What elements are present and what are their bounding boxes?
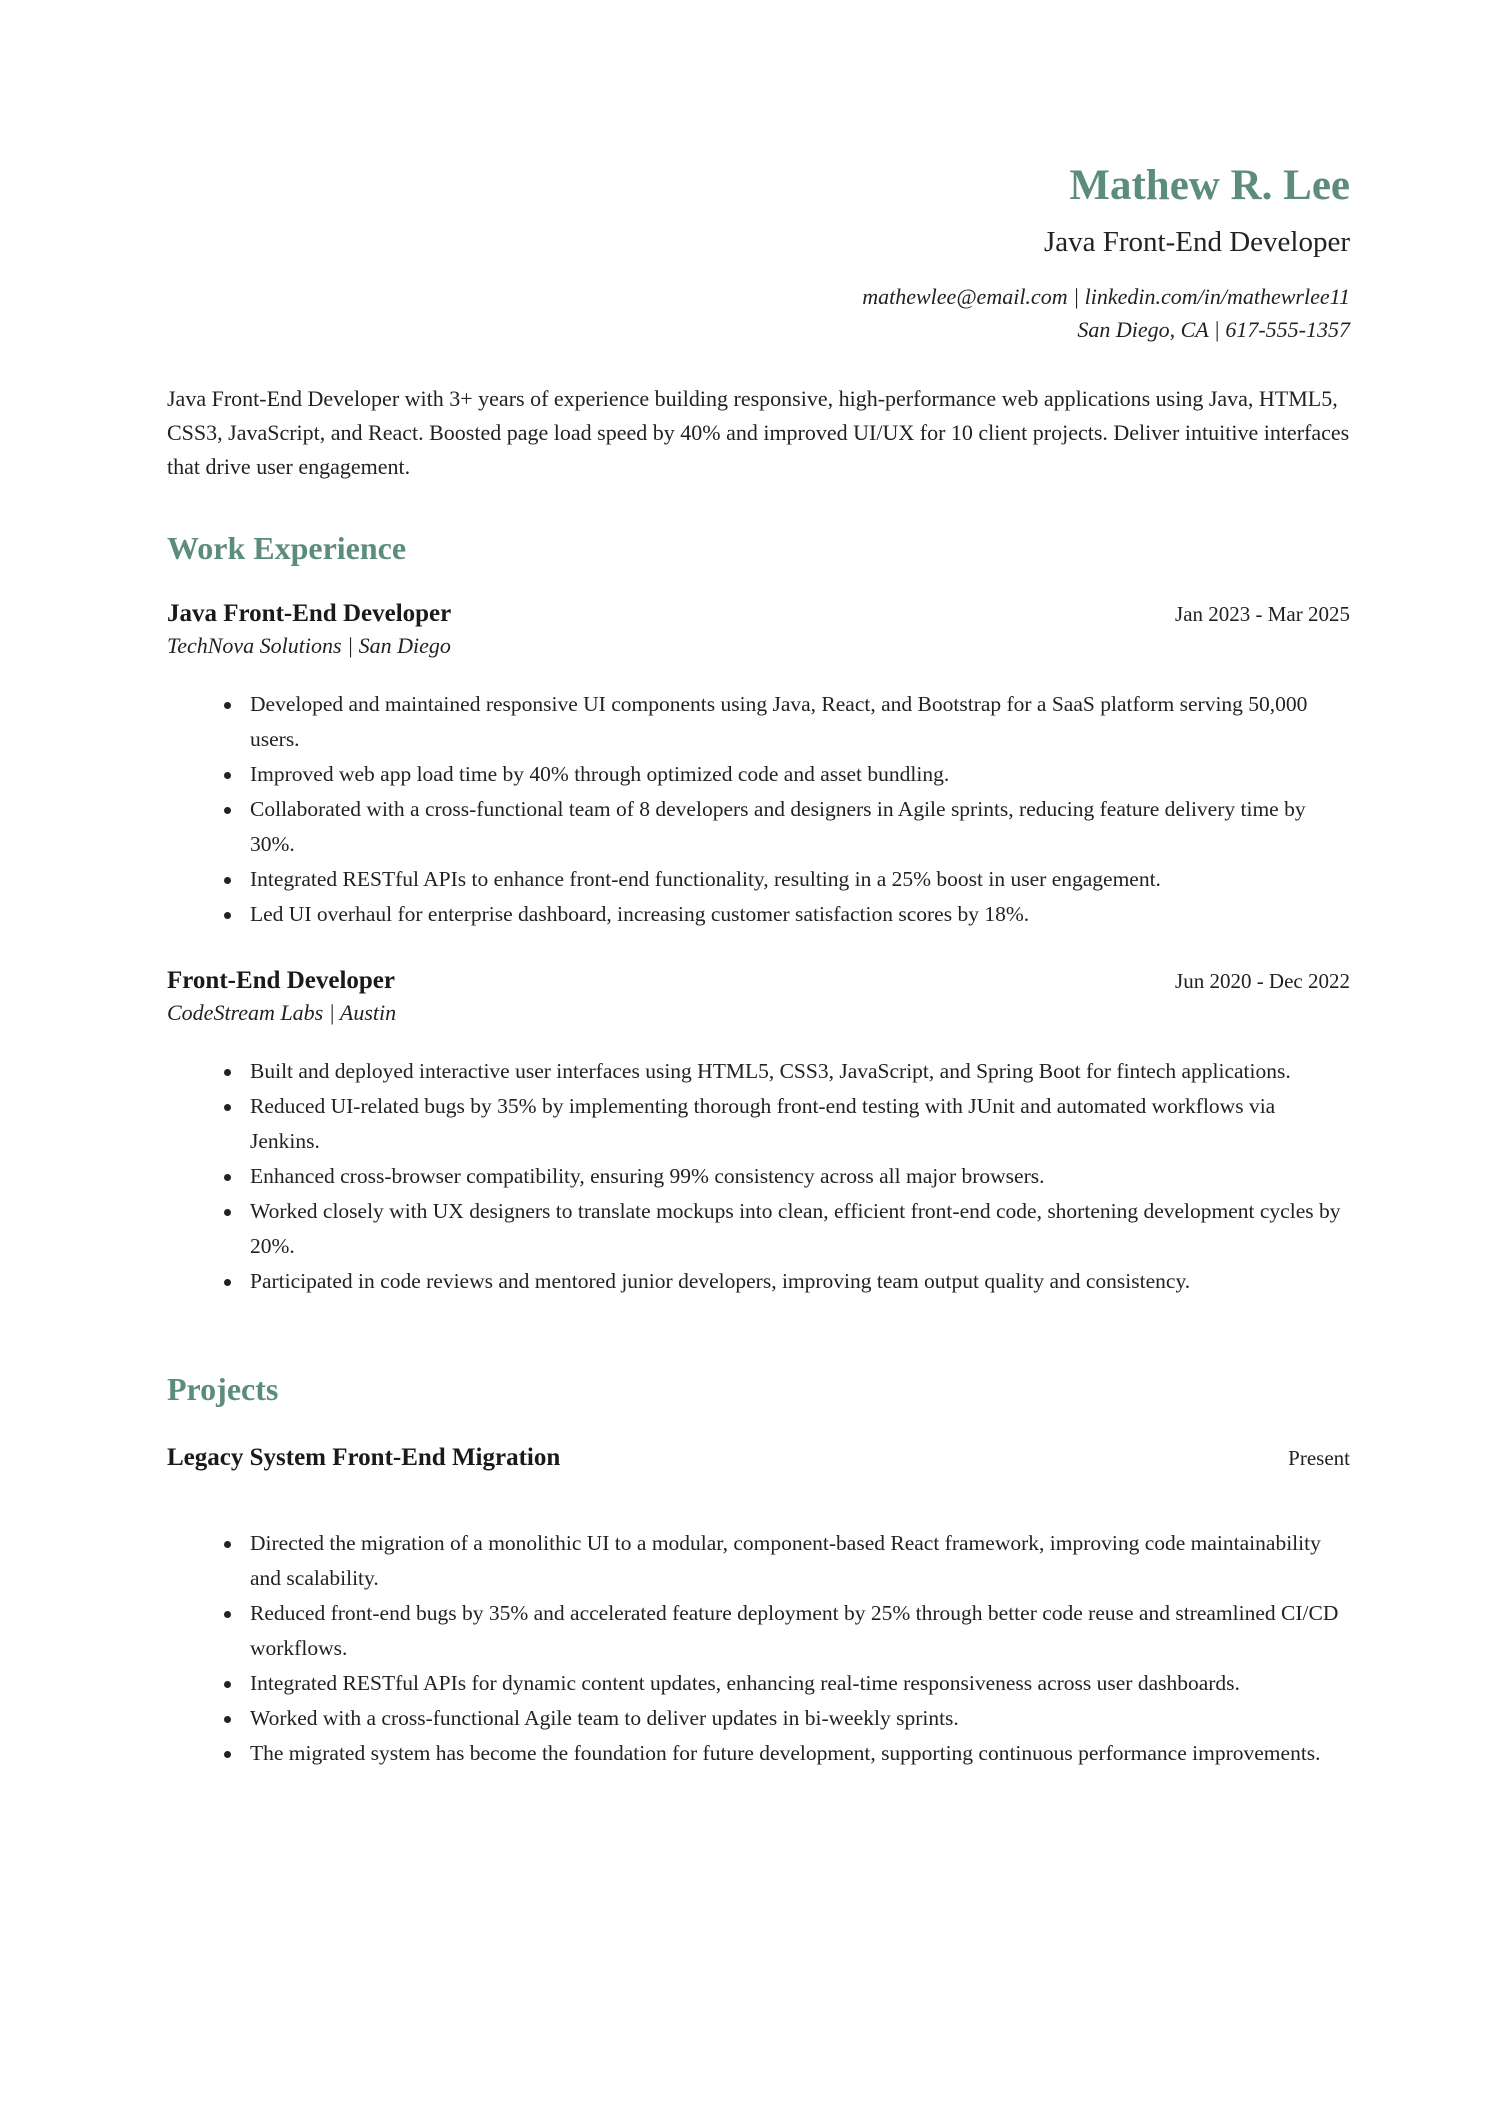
contact-line-email-linkedin: mathewlee@email.com | linkedin.com/in/mathewrlee11 (862, 284, 1350, 309)
list-item: Worked closely with UX designers to translate mockups into clean, efficient front-end code, shortening development cycles by 20%. (167, 1194, 1350, 1264)
bullet-dot-icon (224, 1279, 231, 1286)
list-item: Reduced UI-related bugs by 35% by implementing thorough front-end testing with JUnit and automated workflows via Jenkins. (167, 1089, 1350, 1159)
list-item: Built and deployed interactive user interfaces using HTML5, CSS3, JavaScript, and Spring Boot for fintech applications. (167, 1054, 1350, 1089)
list-item: Enhanced cross-browser compatibility, ensuring 99% consistency across all major browsers. (167, 1159, 1350, 1194)
list-item: Directed the migration of a monolithic UI to a modular, component-based React framework, improving code maintainability and scalability. (167, 1526, 1350, 1596)
list-item: Integrated RESTful APIs for dynamic content updates, enhancing real-time responsiveness across user dashboards. (167, 1666, 1350, 1701)
candidate-name: Mathew R. Lee (1069, 162, 1350, 209)
job-dates: Jan 2023 - Mar 2025 (1175, 602, 1350, 626)
project-dates: Present (1288, 1446, 1350, 1470)
job-bullets (167, 1054, 1350, 1299)
list-item: The migrated system has become the foundation for future development, supporting continuous performance improvements. (167, 1736, 1350, 1771)
list-item: Collaborated with a cross-functional team of 8 developers and designers in Agile sprints, reducing feature delivery time by 30%. (167, 792, 1350, 862)
bullet-dot-icon (224, 1104, 231, 1111)
bullet-dot-icon (224, 1681, 231, 1688)
job-bullets (167, 687, 1350, 932)
project-bullets (167, 1526, 1350, 1771)
list-item: Integrated RESTful APIs to enhance front-end functionality, resulting in a 25% boost in user engagement. (167, 862, 1350, 897)
candidate-title: Java Front-End Developer (1043, 226, 1350, 258)
work-experience-heading: Work Experience (167, 530, 407, 566)
contact-line-location-phone: San Diego, CA | 617-555-1357 (1077, 317, 1350, 342)
bullet-dot-icon (224, 1069, 231, 1076)
bullet-dot-icon (224, 1716, 231, 1723)
bullet-dot-icon (224, 1751, 231, 1758)
bullet-dot-icon (224, 772, 231, 779)
project-entry-migration (167, 1441, 1350, 1771)
resume-header (167, 160, 1350, 346)
bullet-dot-icon (224, 912, 231, 919)
list-item: Reduced front-end bugs by 35% and accelerated feature deployment by 25% through better code reuse and streamlined CI/CD workflows. (167, 1596, 1350, 1666)
bullet-dot-icon (224, 1209, 231, 1216)
bullet-dot-icon (224, 807, 231, 814)
job-title: Front-End Developer (167, 967, 395, 994)
job-entry-technova (167, 597, 1350, 932)
job-company: TechNova Solutions | San Diego (167, 633, 451, 658)
bullet-dot-icon (224, 1611, 231, 1618)
list-item: Worked with a cross-functional Agile team to deliver updates in bi-weekly sprints. (167, 1701, 1350, 1736)
list-item: Led UI overhaul for enterprise dashboard, increasing customer satisfaction scores by 18%. (167, 897, 1350, 932)
job-title: Java Front-End Developer (167, 600, 452, 627)
bullet-dot-icon (224, 1174, 231, 1181)
project-title: Legacy System Front-End Migration (167, 1444, 561, 1471)
professional-summary: Java Front-End Developer with 3+ years of experience building responsive, high-performance web applications using Java, HTML5, CSS3, JavaScript, and React. Boosted page load speed by 40% and improved UI/UX for 10 client projects. Deliver intuitive interfaces that drive user engagement. (167, 386, 1350, 479)
job-company: CodeStream Labs | Austin (167, 1000, 397, 1025)
job-entry-codestream (167, 964, 1350, 1299)
list-item: Participated in code reviews and mentored junior developers, improving team output quality and consistency. (167, 1264, 1350, 1299)
bullet-dot-icon (224, 877, 231, 884)
bullet-dot-icon (224, 1541, 231, 1548)
list-item: Improved web app load time by 40% through optimized code and asset bundling. (167, 757, 1350, 792)
resume-page (167, 0, 1350, 2121)
bullet-dot-icon (224, 702, 231, 709)
contact-info (167, 280, 1350, 346)
job-dates: Jun 2020 - Dec 2022 (1175, 969, 1350, 993)
projects-heading: Projects (167, 1371, 279, 1407)
list-item: Developed and maintained responsive UI components using Java, React, and Bootstrap for a SaaS platform serving 50,000 users. (167, 687, 1350, 757)
